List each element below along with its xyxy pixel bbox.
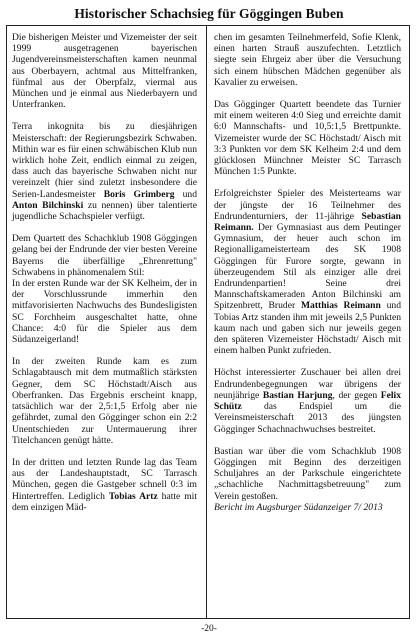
paragraph: [12, 121, 197, 222]
page-number: -20-: [201, 624, 217, 634]
column-divider: [206, 26, 207, 618]
text: Höchst interessierter Zuschauer bei allen drei Endrundenbegegnungen war übrigens der neunjährige: [214, 367, 401, 401]
player-name: Bastian Harjung: [262, 389, 333, 401]
text: In der dritten und letzten Runde lag das Team aus der Landeshauptstadt, SC Tarrasch München, gegen die Gastgeber schnell 0:3 im Hintertreffen. Lediglich: [12, 456, 197, 502]
paragraph: Das Gögginger Quartett beendete das Turnier mit einem weiteren 4:0 Sieg und erreichte damit 6:0 Mannschafts- und 10,5:1,5 Brettpunkte. Vizemeister wurde der SC Höchstadt/ Aisch mit 3:3 Punkten vor dem SK Kelheim 2:4 und dem glücklosen Münchner Meister SC Tarrasch München 1:5 Punkte.: [214, 99, 401, 178]
paragraph: [214, 367, 401, 434]
paragraph: chen im gesamten Teilnehmerfeld, Sofie Klenk, einen harten Strauß auszufechten. Letztlich siegte sein Ehrgeiz aber über die Versuchung sich einem hübschen Mädchen gegenüber als Kavalier zu erweisen.: [214, 32, 401, 88]
text: , der gegen: [332, 389, 378, 401]
text: und Tobias Artz standen ihm mit jeweils 2,5 Punkten kaum nach und gaben sich nur jeweils gegen den späteren Vizemeister Höchstadt/ Aisch mit einem halben Punkt zufrieden.: [214, 300, 402, 357]
text: In der ersten Runde war der SK Kelheim, der in der Vorschlussrunde immerhin den mitfavorisierten Nachwuchs des Bundesligisten SC Forchheim ausgeschaltet hatte, ohne Chance: 4:0 für die Spieler aus dem Südanzeigerland!: [12, 278, 197, 346]
text: Der Gymnasiast aus dem Peutinger Gymnasium, der heuer auch schon im Regionalligameisterteam des SK 1908 Göggingen für Furore sorgte, gewann in überzeugendem Stil als einziger alle drei Endrundenpartien! Seine drei Mannschaftskameraden Anton Bilchinski am Spitzenbrett, Bruder: [214, 222, 401, 312]
text: Dem Quartett des Schachklub 1908 Göggingen gelang bei der Endrunde der vier besten Vereine Bayerns die überfällige „Ehrenrettung" Schwabens in phänomenalem Stil:: [12, 233, 197, 278]
text: Bastian war über die vom Schachklub 1908 Göggingen mit Beginn des derzeitigen Schuljahres an der Parkschule eingerichtete „schachliche Nachmittagsbetreuung" zum Verein gestoßen.: [214, 445, 401, 502]
paragraph: In der zweiten Runde kam es zum Schlagabtausch mit dem mutmaßlich stärksten Gegner, dem SC Höchstadt/Aisch aus Oberfranken. Das Ergebnis erscheint knapp, tatsächlich war der 2,5:1,5 Erfolg aber nie gefährdet, zumal den Gögginger schon ein 2:2 Unentschieden zur Untermauerung ihrer Titelchancen genügt hätte.: [12, 356, 197, 446]
player-name: Anton Bilchinski: [12, 199, 84, 211]
text: zu nennen) über talentierte jugendliche Schachspieler verfügt.: [12, 199, 197, 223]
paragraph: [12, 457, 197, 513]
text: und: [174, 188, 198, 200]
text: hatte mit dem einzigen Mäd-: [12, 490, 197, 513]
right-column: [214, 32, 401, 513]
article-frame: [6, 25, 410, 619]
player-name: Boris Grimberg: [103, 188, 175, 200]
player-name: Matthias Reimann: [300, 300, 381, 312]
text: das Endspiel um die Vereinsmeisterschaft 2013 des jüngsten Gögginger Schachnachwuchses bestreitet.: [214, 401, 401, 435]
paragraph: [12, 233, 197, 345]
text: Erfolgreichster Spieler des Meisterteams war der jüngste der 16 Teilnehmer des Endrundenturniers, der 11-jährige: [214, 188, 401, 222]
player-name: Sebastian Reimann.: [214, 210, 401, 234]
article-title: Historischer Schachsieg für Göggingen Buben: [74, 6, 344, 21]
left-column: [12, 32, 197, 513]
paragraph: Die bisherigen Meister und Vizemeister der seit 1999 ausgetragenen bayerischen Jugendvereinsmeisterschaften kamen neunmal aus Oberbayern, achtmal aus Mittelfranken, fünfmal aus der Oberpfalz, viermal aus München und je einmal aus Niederbayern und Unterfranken.: [12, 32, 197, 111]
player-name: Tobias Artz: [108, 490, 158, 502]
paragraph: [214, 188, 401, 356]
source-citation: Bericht im Augsburger Südanzeiger 7/ 2013: [214, 501, 383, 513]
player-name: Felix Schütz: [214, 389, 401, 413]
text: Terra inkognita bis zu diesjährigen Meisterschaft: der Regierungsbezirk Schwaben. Mithin war es für einen schwäbischen Klub nun wirklich hohe Zeit, endlich einmal zu zeigen, dass auch das bayerische Schwaben nicht nur vereinzelt (hier sind zuletzt insbesondere die Serien-Landesmeister: [12, 121, 197, 200]
paragraph: [214, 446, 401, 513]
